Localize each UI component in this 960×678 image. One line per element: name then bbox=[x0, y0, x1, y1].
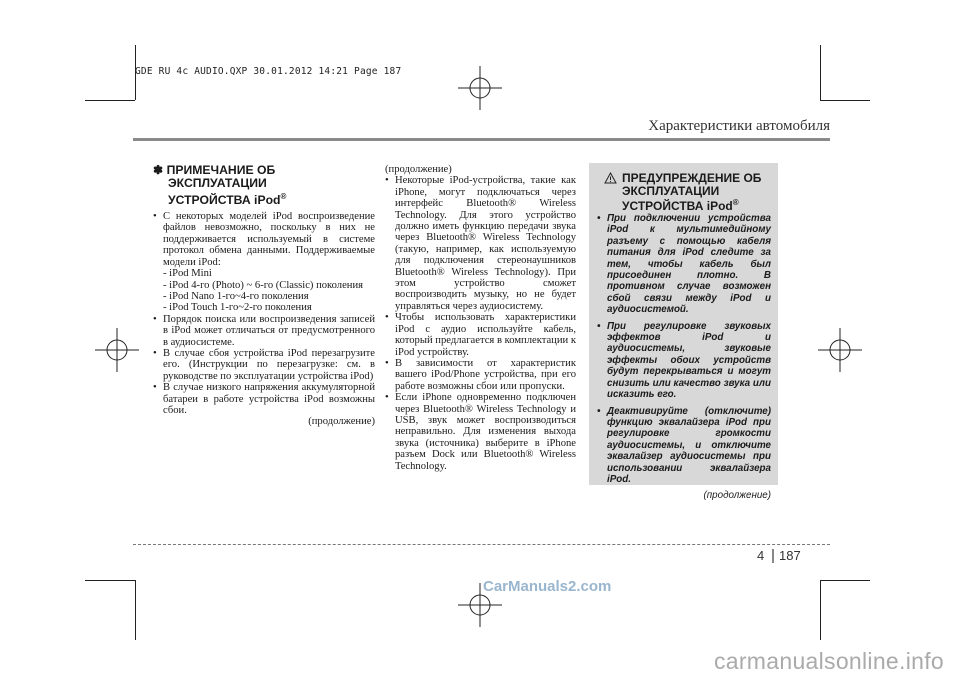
list-item: • В случае низкого напряжения аккумуляторной батареи в работе устройства iPod возможны сбои. bbox=[153, 382, 375, 416]
print-slug: GDE RU 4c AUDIO.QXP 30.01.2012 14:21 Page 187 bbox=[135, 66, 402, 77]
list-item: • В случае сбоя устройства iPod перезагрузите его. (Инструкции по перезагрузке: см. в руководстве по эксплуатации устройства iPod) bbox=[153, 348, 375, 382]
crop-mark bbox=[820, 580, 821, 640]
registration-mark-icon bbox=[458, 66, 502, 110]
note-list bbox=[153, 211, 375, 416]
model-item: - iPod Mini bbox=[163, 268, 212, 280]
note-title: ✽ ПРИМЕЧАНИЕ ОБ ЭКСПЛУАТАЦИИ УСТРОЙСТВА iPod® bbox=[153, 163, 287, 208]
page-number-divider bbox=[772, 549, 774, 563]
list-item: • С некоторых моделей iPod воспроизведение файлов невозможно, поскольку в них не поддерживается используемый в системе протокол обмена данными. Поддерживаемые модели iPod: - iPod Mini - iPod 4-го (Photo) ~ 6-го (Classic) поколения - iPod Nano 1-го~4-го поколения - iPod Touch 1-го~2-го поколения bbox=[153, 211, 375, 314]
header-rule bbox=[133, 138, 830, 141]
list-item: • В зависимости от характеристик вашего iPod/Phone устройства, при его работе возможны сбои или пропуски. bbox=[385, 358, 576, 392]
warning-body bbox=[597, 213, 771, 502]
list-item: • Некоторые iPod-устройства, такие как iPhone, могут подключаться через интерфейс Bluetooth® Wireless Technology. Для этого устройство должно иметь функцию передачи звука через Bluetooth® Wireless Technology (такую, например, как используемую для подключения стереонаушников Bluetooth® Wireless Technology). При этом устройство сможет воспроизводить музыку, но не будет управляться через аудиосистему. bbox=[385, 175, 576, 312]
crop-mark bbox=[820, 45, 821, 100]
continued-label: (продолжение) bbox=[703, 490, 771, 502]
section-number: 4 bbox=[757, 548, 765, 563]
continued-list bbox=[385, 175, 576, 472]
registration-mark-icon bbox=[95, 328, 139, 372]
crop-mark bbox=[820, 580, 870, 581]
model-item: - iPod Touch 1-го~2-го поколения bbox=[163, 302, 312, 314]
list-item: • При подключении устройства iPod к мультимедийному разъему с помощью кабеля питания для iPod следите за тем, чтобы кабель был присоединен плотно. В противном случае возможен сбой связи между iPod и аудиосистемой. bbox=[597, 213, 771, 316]
model-item: - iPod Nano 1-го~4-го поколения bbox=[163, 290, 309, 302]
continued-label: (продолжение) bbox=[308, 416, 375, 428]
crop-mark bbox=[85, 580, 135, 581]
continued-header: (продолжение) bbox=[385, 164, 452, 175]
note-column bbox=[153, 164, 375, 428]
registration-mark-icon bbox=[818, 328, 862, 372]
warning-box bbox=[589, 163, 778, 502]
list-item: • При регулировке звуковых эффектов iPod и аудиосистемы, звуковые эффекты обоих устройств будут перекрываться и могут снизить или качество звука или исказить его. bbox=[597, 321, 771, 401]
continued-column bbox=[385, 164, 576, 472]
watermark-bottom: carmanualsonline.info bbox=[713, 648, 944, 674]
registered-mark: ® bbox=[732, 198, 739, 208]
warning-title: ПРЕДУПРЕЖДЕНИЕ ОБ ЭКСПЛУАТАЦИИ УСТРОЙСТВА iPod® bbox=[622, 171, 762, 214]
model-item: - iPod 4-го (Photo) ~ 6-го (Classic) поколения bbox=[163, 279, 364, 291]
note-symbol-icon: ✽ bbox=[153, 163, 164, 177]
watermark-top: CarManuals2.com bbox=[483, 578, 612, 595]
crop-mark bbox=[135, 580, 136, 640]
registered-mark: ® bbox=[280, 192, 287, 201]
warning-list bbox=[597, 213, 771, 485]
list-item: • Порядок поиска или воспроизведения записей в iPod может отличаться от предусмотренного в аудиосистеме. bbox=[153, 314, 375, 348]
list-item: • Если iPhone одновременно подключен через Bluetooth® Wireless Technology и USB, звук может воспроизводиться неправильно. Для изменения выхода звука (источника) выберите в iPhone разъем Dock или Bluetooth® Wireless Technology. bbox=[385, 392, 576, 472]
list-item: • Деактивируйте (отключите) функцию эквалайзера iPod при регулировке громкости аудиосистемы, и отключите эквалайзер аудиосистемы при использовании эквалайзера iPod. bbox=[597, 406, 771, 486]
page-header-title: Характеристики автомобиля bbox=[648, 118, 830, 134]
list-item: • Чтобы использовать характеристики iPod с аудио используйте кабель, который предлагается в комплектации к iPod устройству. bbox=[385, 312, 576, 358]
footer-rule bbox=[133, 544, 830, 545]
page-number: 187 bbox=[779, 548, 801, 563]
crop-mark bbox=[820, 100, 870, 101]
crop-mark bbox=[85, 100, 135, 101]
